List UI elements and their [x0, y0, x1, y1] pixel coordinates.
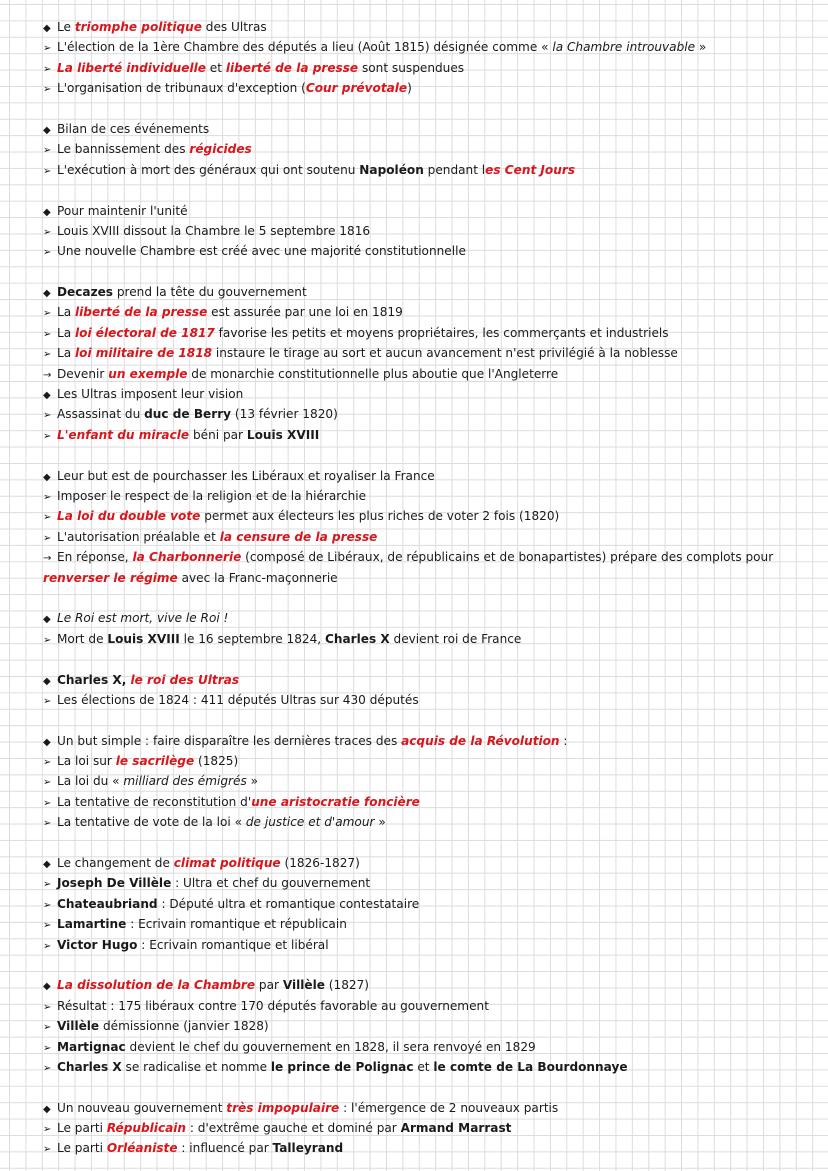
highlight-term: triomphe politique — [74, 20, 202, 34]
arrowhead-bullet-icon: ➢ — [43, 757, 52, 769]
note-text: Les élections de 1824 : 411 députés Ultras sur 430 députés — [57, 692, 419, 707]
note-line — [43, 690, 813, 710]
highlight-term: acquis de la Révolution — [401, 733, 560, 748]
note-text: et — [413, 1059, 434, 1074]
note-line — [43, 812, 813, 832]
note-text: En réponse, — [57, 550, 133, 565]
note-line — [43, 58, 813, 78]
diamond-bullet-icon: ◆ — [43, 1103, 51, 1115]
bold-name: Armand Marrast — [400, 1121, 512, 1136]
arrowhead-bullet-icon: ➢ — [43, 797, 52, 809]
bold-name: Joseph De Villèle — [57, 876, 172, 891]
bold-name: Louis XVIII — [107, 631, 180, 646]
note-text: par — [255, 978, 283, 993]
note-text: Le Roi est mort, vive le Roi ! — [57, 611, 229, 626]
bold-name: Charles X, — [57, 672, 131, 687]
arrowhead-bullet-icon: ➢ — [43, 777, 52, 789]
note-line — [43, 670, 813, 690]
note-text: L'autorisation préalable et — [57, 529, 220, 544]
bold-name: le prince de Polignac — [270, 1059, 414, 1074]
note-text: Un but simple : faire disparaître les dernières traces des — [57, 733, 402, 748]
arrowhead-bullet-icon: ➢ — [43, 1001, 52, 1013]
note-line — [43, 37, 813, 57]
note-text: La loi du « — [57, 774, 124, 789]
bold-name: le comte de La Bourdonnaye — [433, 1059, 628, 1074]
diamond-bullet-icon: ◆ — [43, 288, 51, 300]
note-text: prend la tête du gouvernement — [113, 285, 307, 300]
arrowhead-bullet-icon: ➢ — [43, 308, 52, 320]
bold-name: Charles X — [324, 631, 390, 646]
highlight-term: très impopulaire — [226, 1100, 340, 1115]
arrowhead-bullet-icon: ➢ — [43, 43, 52, 55]
note-line — [43, 1118, 813, 1138]
highlight-term: loi électoral de 1817 — [75, 325, 215, 340]
note-line — [43, 873, 813, 893]
highlight-term: liberté de la presse — [75, 305, 208, 320]
diamond-bullet-icon: ◆ — [43, 390, 51, 402]
diamond-bullet-icon: ◆ — [43, 859, 51, 871]
note-text: (1826-1827) — [280, 856, 360, 871]
note-line — [43, 119, 813, 139]
note-line — [43, 466, 813, 486]
note-line — [43, 894, 813, 914]
note-line — [43, 282, 813, 302]
blank-line — [43, 262, 813, 282]
note-text: milliard des émigrés — [123, 774, 247, 789]
highlight-term: Républicain — [106, 1121, 187, 1136]
bold-name: Victor Hugo — [57, 937, 138, 952]
arrowhead-bullet-icon: ➢ — [43, 818, 52, 830]
note-text: Devenir — [57, 366, 109, 381]
arrowhead-bullet-icon: ➢ — [43, 1124, 52, 1136]
arrowhead-bullet-icon: ➢ — [43, 1144, 52, 1156]
note-line — [43, 404, 813, 424]
note-line — [43, 384, 813, 404]
arrowhead-bullet-icon: ➢ — [43, 145, 52, 157]
arrowhead-bullet-icon: ➢ — [43, 84, 52, 96]
highlight-term: la Charbonnerie — [132, 550, 242, 565]
note-text: L'organisation de tribunaux d'exception ( — [57, 81, 306, 96]
note-line — [43, 1057, 813, 1077]
arrowhead-bullet-icon: ➢ — [43, 634, 52, 646]
note-text: favorise les petits et moyens propriétaires, les commerçants et industriels — [214, 325, 669, 340]
note-text: : — [559, 733, 568, 748]
diamond-bullet-icon: ◆ — [43, 981, 51, 993]
arrowhead-bullet-icon: ➢ — [43, 695, 52, 707]
right-arrow-icon: → — [43, 369, 52, 381]
note-line — [43, 1138, 813, 1158]
note-text: (1827) — [324, 978, 370, 993]
highlight-term: renverser le régime — [43, 570, 178, 585]
note-line — [43, 139, 813, 159]
note-line — [43, 629, 813, 649]
highlight-term: Cour prévotale — [305, 81, 408, 96]
blank-line — [43, 710, 813, 730]
blank-line — [43, 833, 813, 853]
note-text: le 16 septembre 1824, — [179, 631, 325, 646]
note-text: Les Ultras imposent leur vision — [57, 387, 244, 402]
note-line — [43, 78, 813, 98]
bold-name: Charles X — [57, 1059, 122, 1074]
blank-line — [43, 588, 813, 608]
note-text: : l'émergence de 2 nouveaux partis — [339, 1100, 559, 1115]
note-line — [43, 853, 813, 873]
note-text: Leur but est de pourchasser les Libéraux et royaliser la France — [57, 468, 435, 483]
note-text: Le parti — [57, 1141, 107, 1156]
blank-line — [43, 180, 813, 200]
highlight-term: climat politique — [173, 856, 281, 871]
arrowhead-bullet-icon: ➢ — [43, 410, 52, 422]
note-text: Un nouveau gouvernement — [57, 1100, 227, 1115]
note-line — [43, 527, 813, 547]
note-text: la Chambre introuvable — [552, 40, 696, 55]
blank-line — [43, 649, 813, 669]
notes-sheet — [43, 17, 813, 1159]
note-text: de justice et d'amour — [245, 815, 375, 830]
note-line — [43, 568, 813, 588]
diamond-bullet-icon: ◆ — [43, 675, 51, 687]
arrowhead-bullet-icon: ➢ — [43, 920, 52, 932]
highlight-term: un exemple — [108, 366, 188, 381]
blank-line — [43, 955, 813, 975]
highlight-term: liberté de la presse — [225, 60, 359, 75]
bold-name: Villèle — [282, 978, 325, 993]
note-text: : influencé par — [177, 1141, 273, 1156]
blank-line — [43, 1077, 813, 1097]
note-text: : Ecrivain romantique et républicain — [126, 917, 347, 932]
note-text: Le changement de — [57, 856, 174, 871]
note-text: La — [57, 346, 75, 361]
note-text: : Ultra et chef du gouvernement — [171, 876, 371, 891]
arrowhead-bullet-icon: ➢ — [43, 349, 52, 361]
arrowhead-bullet-icon: ➢ — [43, 512, 52, 524]
note-line — [43, 935, 813, 955]
note-text: des Ultras — [201, 20, 267, 34]
arrowhead-bullet-icon: ➢ — [43, 1022, 52, 1034]
arrowhead-bullet-icon: ➢ — [43, 940, 52, 952]
note-text: : Député ultra et romantique contestataire — [157, 896, 420, 911]
note-text: Résultat : 175 libéraux contre 170 députés favorable au gouvernement — [57, 998, 489, 1013]
bold-name: duc de Berry — [144, 407, 232, 422]
note-text: : d'extrême gauche et dominé par — [186, 1121, 401, 1136]
note-text: L'exécution à mort des généraux qui ont soutenu — [57, 162, 360, 177]
highlight-term: la censure de la presse — [219, 529, 378, 544]
note-line — [43, 17, 813, 37]
blank-line — [43, 445, 813, 465]
note-line — [43, 792, 813, 812]
note-line — [43, 1016, 813, 1036]
bold-name: Decazes — [57, 285, 114, 300]
note-text: » — [374, 815, 386, 830]
highlight-term: une aristocratie foncière — [251, 794, 420, 809]
note-text: La tentative de vote de la loi « — [57, 815, 246, 830]
diamond-bullet-icon: ◆ — [43, 471, 51, 483]
note-line — [43, 302, 813, 322]
arrowhead-bullet-icon: ➢ — [43, 491, 52, 503]
diamond-bullet-icon: ◆ — [43, 206, 51, 218]
note-text: La — [57, 305, 75, 320]
bold-name: Chateaubriand — [57, 896, 158, 911]
diamond-bullet-icon: ◆ — [43, 614, 51, 626]
arrowhead-bullet-icon: ➢ — [43, 879, 52, 891]
bold-name: Talleyrand — [272, 1141, 344, 1156]
note-text: et — [205, 60, 226, 75]
note-text: (13 février 1820) — [231, 407, 338, 422]
note-text: La — [57, 325, 75, 340]
arrowhead-bullet-icon: ➢ — [43, 532, 52, 544]
note-line — [43, 914, 813, 934]
note-text: Le bannissement des — [57, 142, 190, 157]
note-text: (1825) — [194, 754, 239, 769]
highlight-term: La loi du double vote — [57, 509, 201, 524]
note-text: ) — [407, 81, 412, 96]
note-text: Une nouvelle Chambre est créé avec une majorité constitutionnelle — [57, 244, 466, 259]
arrowhead-bullet-icon: ➢ — [43, 899, 52, 911]
note-line — [43, 975, 813, 995]
note-text: » — [695, 40, 707, 55]
note-text: permet aux électeurs les plus riches de voter 2 fois (1820) — [200, 509, 560, 524]
arrowhead-bullet-icon: ➢ — [43, 328, 52, 340]
note-text: Pour maintenir l'unité — [57, 203, 188, 218]
note-line — [43, 241, 813, 261]
note-text: devient le chef du gouvernement en 1828, il sera renvoyé en 1829 — [125, 1039, 536, 1054]
note-text: L'élection de la 1ère Chambre des députés a lieu (Août 1815) désignée comme « — [57, 40, 553, 55]
note-line — [43, 771, 813, 791]
highlight-term: Orléaniste — [106, 1141, 178, 1156]
note-text: Mort de — [57, 631, 108, 646]
note-line — [43, 996, 813, 1016]
highlight-term: es Cent Jours — [485, 162, 576, 177]
diamond-bullet-icon: ◆ — [43, 124, 51, 136]
note-text: La loi sur — [57, 754, 116, 769]
arrowhead-bullet-icon: ➢ — [43, 430, 52, 442]
bold-name: Napoléon — [359, 162, 424, 177]
note-text: Le — [57, 20, 75, 34]
arrowhead-bullet-icon: ➢ — [43, 247, 52, 259]
note-text: béni par — [189, 427, 247, 442]
arrowhead-bullet-icon: ➢ — [43, 1042, 52, 1054]
note-line — [43, 608, 813, 628]
note-line — [43, 547, 813, 567]
note-text: démissionne (janvier 1828) — [99, 1019, 269, 1034]
note-text: sont suspendues — [358, 60, 465, 75]
note-text: Louis XVIII dissout la Chambre le 5 septembre 1816 — [57, 223, 371, 238]
highlight-term: le roi des Ultras — [130, 672, 240, 687]
bold-name: Martignac — [57, 1039, 126, 1054]
bold-name: Villèle — [57, 1019, 100, 1034]
note-text: devient roi de France — [389, 631, 522, 646]
note-line — [43, 221, 813, 241]
note-line — [43, 201, 813, 221]
diamond-bullet-icon: ◆ — [43, 736, 51, 748]
note-line — [43, 1037, 813, 1057]
note-text: Assassinat du — [57, 407, 145, 422]
arrowhead-bullet-icon: ➢ — [43, 165, 52, 177]
note-text: se radicalise et nomme — [121, 1059, 271, 1074]
note-text: est assurée par une loi en 1819 — [207, 305, 403, 320]
note-line — [43, 506, 813, 526]
note-text: instaure le tirage au sort et aucun avancement n'est privilégié à la noblesse — [212, 346, 678, 361]
highlight-term: régicides — [189, 142, 252, 157]
note-text: pendant l — [423, 162, 486, 177]
diamond-bullet-icon: ◆ — [43, 23, 51, 34]
blank-line — [43, 99, 813, 119]
highlight-term: le sacrilège — [115, 754, 195, 769]
note-line — [43, 364, 813, 384]
note-text: (composé de Libéraux, de républicains et de bonapartistes) prépare des complots pour — [241, 550, 774, 565]
note-text: La tentative de reconstitution d' — [57, 794, 252, 809]
note-text: avec la Franc-maçonnerie — [177, 570, 338, 585]
note-text: de monarchie constitutionnelle plus aboutie que l'Angleterre — [187, 366, 559, 381]
note-text: : Ecrivain romantique et libéral — [137, 937, 329, 952]
note-line — [43, 751, 813, 771]
note-text: Bilan de ces événements — [57, 121, 210, 136]
highlight-term: L'enfant du miracle — [57, 427, 190, 442]
note-line — [43, 343, 813, 363]
arrowhead-bullet-icon: ➢ — [43, 63, 52, 75]
note-text: Imposer le respect de la religion et de la hiérarchie — [57, 488, 367, 503]
note-text: » — [246, 774, 258, 789]
note-line — [43, 731, 813, 751]
highlight-term: La liberté individuelle — [57, 60, 206, 75]
note-line — [43, 160, 813, 180]
bold-name: Louis XVIII — [246, 427, 320, 442]
note-line — [43, 1098, 813, 1118]
right-arrow-icon: → — [43, 553, 52, 565]
arrowhead-bullet-icon: ➢ — [43, 226, 52, 238]
note-text: Le parti — [57, 1121, 107, 1136]
note-line — [43, 323, 813, 343]
arrowhead-bullet-icon: ➢ — [43, 1062, 52, 1074]
note-line — [43, 425, 813, 445]
highlight-term: loi militaire de 1818 — [75, 346, 213, 361]
highlight-term: La dissolution de la Chambre — [57, 978, 256, 993]
note-line — [43, 486, 813, 506]
bold-name: Lamartine — [57, 917, 127, 932]
